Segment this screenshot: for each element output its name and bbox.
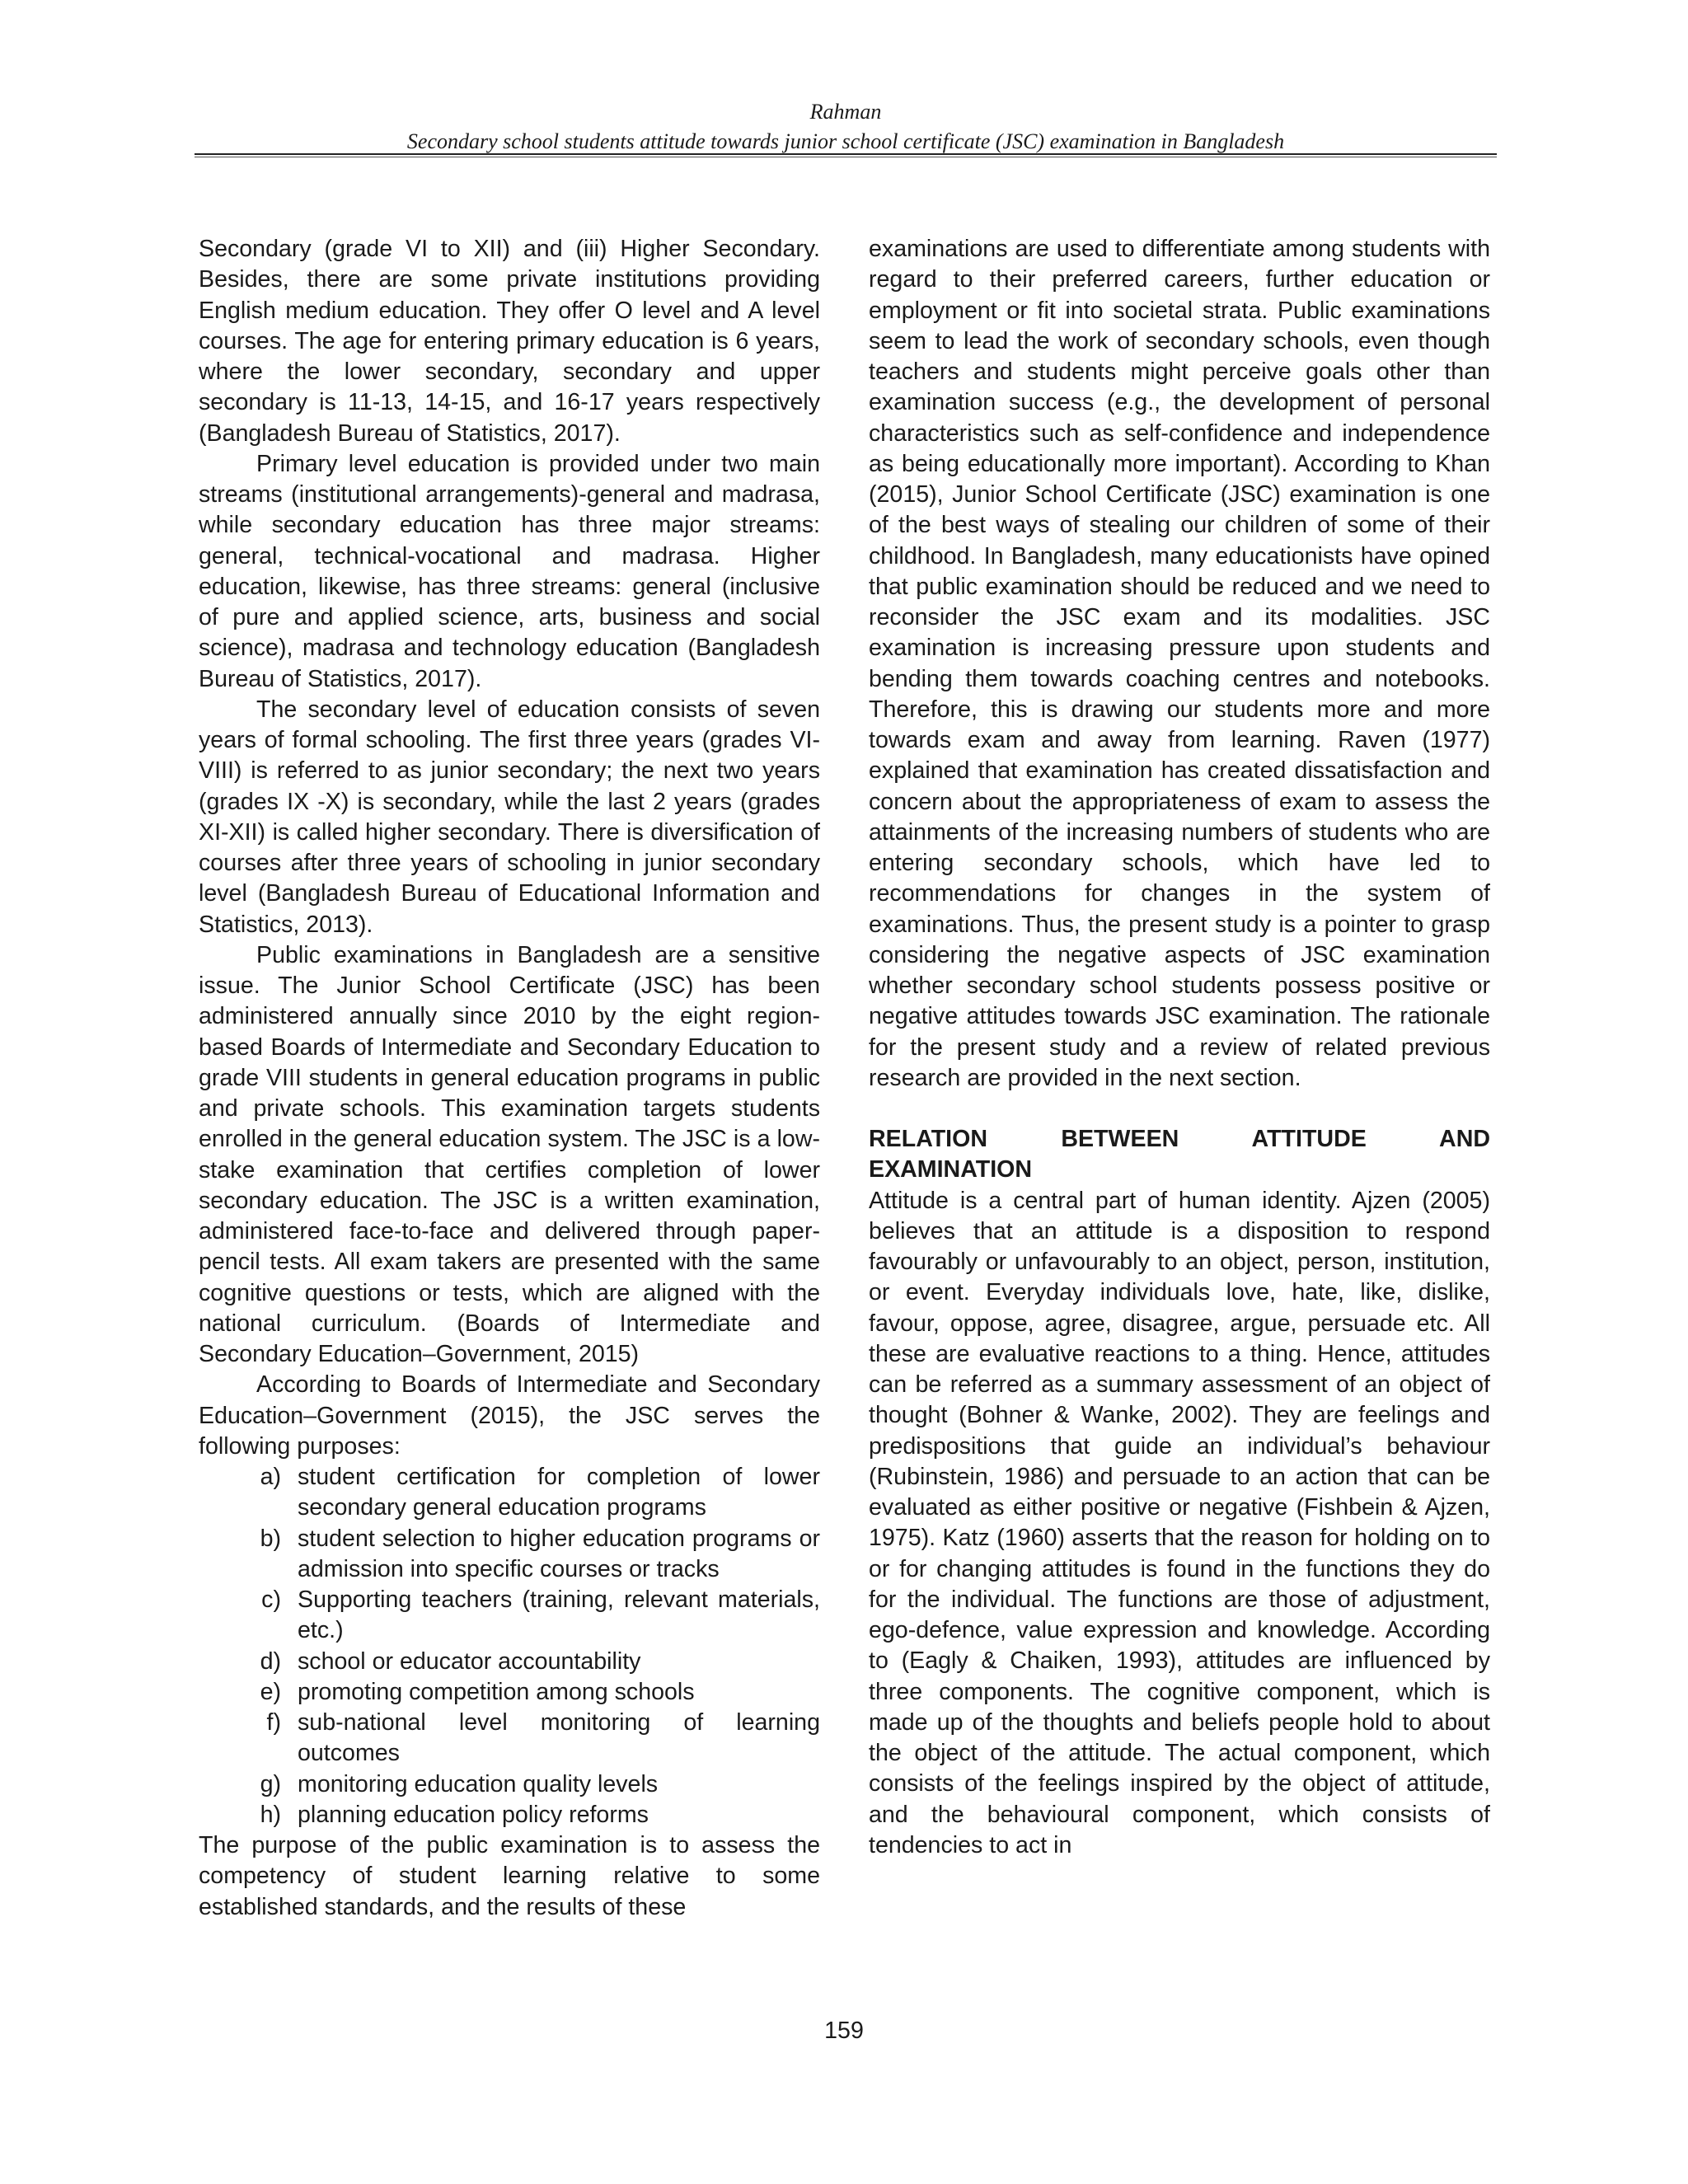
- paragraph: Attitude is a central part of human identity. Ajzen (2005) believes that an attitude is a disposition to respond favourably or unfavourably to an object, person, institution, or event. Everyday individuals love, hate, like, dislike, favour, oppose, agree, disagree, argue, persuade etc. All these are evaluative reactions to a thing. Hence, attitudes can be referred as a summary assessment of an object of thought (Bohner & Wanke, 2002). They are feelings and predispositions that guide an individual’s behaviour (Rubinstein, 1986) and persuade to an action that can be evaluated as either positive or negative (Fishbein & Ajzen, 1975). Katz (1960) asserts that the reason for holding on to or for changing attitudes is found in the functions they do for the individual. The functions are those of adjustment, ego-defence, value expression and knowledge. According to (Eagly & Chaiken, 1993), attitudes are influenced by three components. The cognitive component, which is made up of the thoughts and beliefs people hold to about the object of the attitude. The actual component, which consists of the feelings inspired by the object of attitude, and the behavioural component, which consists of tendencies to act in: [869, 1187, 1490, 1858]
- list-item-text: student selection to higher education programs or admission into specific courses or tracks: [298, 1525, 820, 1582]
- list-item: [199, 1677, 820, 1708]
- list-item-label: d): [260, 1647, 281, 1675]
- list-item: [199, 1462, 820, 1524]
- right-column: [869, 234, 1490, 1861]
- list-item: [199, 1769, 820, 1800]
- paragraph: The secondary level of education consists of seven years of formal schooling. The first three years (grades VI-VIII) is referred to as junior secondary; the next two years (grades IX -X) is secondary, while the last 2 years (grades XI-XII) is called higher secondary. There is diversification of courses after three years of schooling in junior secondary level (Bangladesh Bureau of Educational Information and Statistics, 2013).: [199, 696, 820, 938]
- header-author: Rahman: [809, 100, 882, 124]
- running-header: [195, 97, 1497, 157]
- paragraph: Public examinations in Bangladesh are a sensitive issue. The Junior School Certificate (JSC) has been administered annually since 2010 by the eight region-based Boards of Intermediate and Secondary Education to grade VIII students in general education programs in public and private schools. This examination targets students enrolled in the general education system. The JSC is a low-stake examination that certifies completion of lower secondary education. The JSC is a written examination, administered face-to-face and delivered through paper-pencil tests. All exam takers are presented with the same cognitive questions or tests, which are aligned with the national curriculum. (Boards of Intermediate and Secondary Education–Government, 2015): [199, 941, 820, 1367]
- list-item-text: monitoring education quality levels: [298, 1770, 659, 1797]
- list-item-text: promoting competition among schools: [298, 1678, 695, 1705]
- paragraph: Primary level education is provided under two main streams (institutional arrangements)-general and madrasa, while secondary education has three major streams: general, technical-vocational and madrasa. Higher education, likewise, has three streams: general (inclusive of pure and applied science, arts, business and social science), madrasa and technology education (Bangladesh Bureau of Statistics, 2017).: [199, 450, 820, 692]
- list-item-text: school or educator accountability: [298, 1647, 641, 1675]
- paragraph: The purpose of the public examination is to assess the competency of student learning relative to some established standards, and the results of these: [199, 1832, 820, 1920]
- list-item-label: f): [266, 1709, 281, 1736]
- list-item: [199, 1647, 820, 1677]
- list-item-label: e): [260, 1678, 281, 1705]
- list-item: [199, 1524, 820, 1586]
- list-item-label: b): [260, 1525, 281, 1552]
- left-column: [199, 234, 820, 1923]
- paragraph: examinations are used to differentiate among students with regard to their preferred careers, further education or employment or fit into societal strata. Public examinations seem to lead the work of secondary schools, even though teachers and students might perceive goals other than examination success (e.g., the development of personal characteristics such as self-confidence and independence as being educationally more important). According to Khan (2015), Junior School Certificate (JSC) examination is one of the best ways of stealing our children of some of their childhood. In Bangladesh, many educationists have opined that public examination should be reduced and we need to reconsider the JSC exam and its modalities. JSC examination is increasing pressure upon students and bending them towards coaching centres and notebooks. Therefore, this is drawing our students more and more towards exam and away from learning. Raven (1977) explained that examination has created dissatisfaction and concern about the appropriateness of exam to assess the attainments of the increasing numbers of students who are entering secondary schools, which have led to recommendations for changes in the system of examinations. Thus, the present study is a pointer to grasp considering the negative aspects of JSC examination whether secondary school students possess positive or negative attitudes towards JSC examination. The rationale for the present study and a review of related previous research are provided in the next section.: [869, 236, 1490, 1091]
- list-item-text: Supporting teachers (training, relevant materials, etc.): [298, 1586, 820, 1644]
- list-item-label: a): [260, 1464, 281, 1490]
- section-heading: RELATION BETWEEN ATTITUDE AND: [869, 1126, 1490, 1152]
- list-item-label: g): [260, 1770, 281, 1797]
- list-item-text: planning education policy reforms: [298, 1801, 649, 1828]
- section-heading-continued: EXAMINATION: [869, 1156, 1033, 1183]
- list-item: [199, 1800, 820, 1830]
- list-item-text: student certification for completion of lower secondary general education programs: [298, 1464, 820, 1521]
- paragraph: Secondary (grade VI to XII) and (iii) Higher Secondary. Besides, there are some private institutions providing English medium education. They offer O level and A level courses. The age for entering primary education is 6 years, where the lower secondary, secondary and upper secondary is 11-13, 14-15, and 16-17 years respectively (Bangladesh Bureau of Statistics, 2017).: [199, 236, 820, 447]
- list-item-text: sub-national level monitoring of learning outcomes: [298, 1709, 820, 1767]
- list-item: [199, 1585, 820, 1647]
- list-item: [199, 1708, 820, 1769]
- page-number: 159: [824, 2018, 864, 2044]
- list-item-label: c): [261, 1586, 281, 1613]
- header-rule: [195, 153, 1497, 157]
- purposes-list: [199, 1462, 820, 1830]
- paragraph: According to Boards of Intermediate and Secondary Education–Government (2015), the JSC serves the following purposes:: [199, 1371, 820, 1460]
- header-title: Secondary school students attitude towards junior school certificate (JSC) examination in Bangladesh: [406, 129, 1285, 153]
- list-item-label: h): [260, 1801, 281, 1828]
